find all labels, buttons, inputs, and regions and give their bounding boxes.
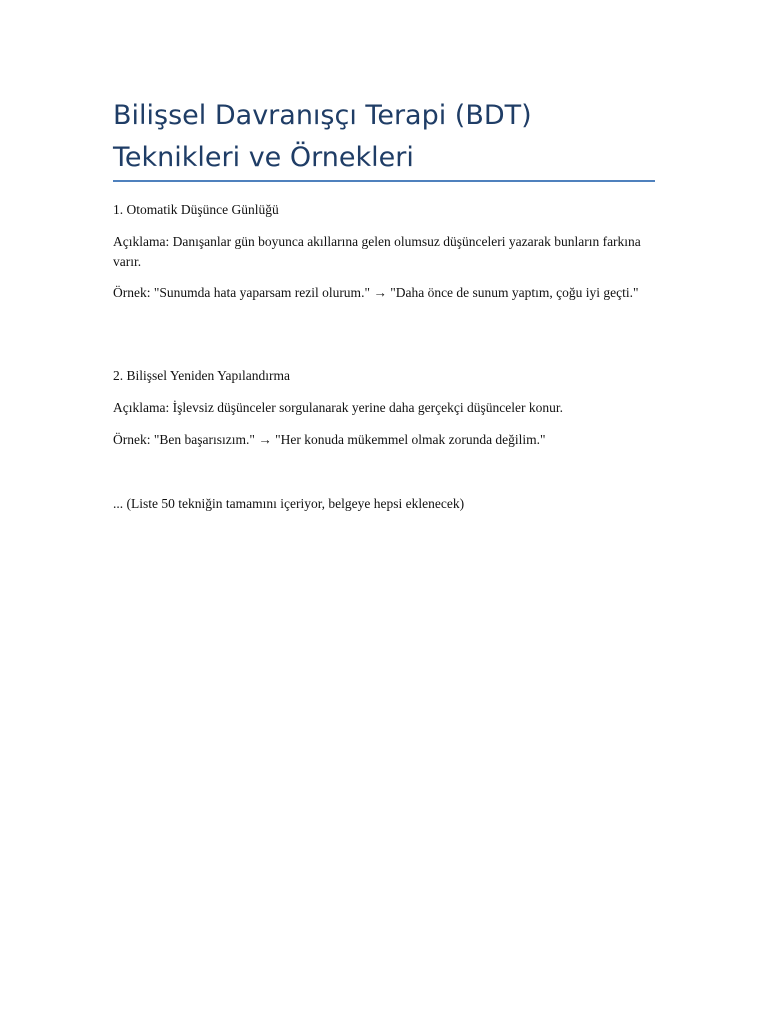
section-1-example: Örnek: "Sunumda hata yaparsam rezil olurum." → "Daha önce de sunum yaptım, çoğu iyi geçti." [113, 285, 639, 300]
section-1-description: Açıklama: Danışanlar gün boyunca akıllarına gelen olumsuz düşünceleri yazarak bunların farkına varır. [113, 234, 641, 269]
section-2-description: Açıklama: İşlevsiz düşünceler sorgulanarak yerine daha gerçekçi düşünceler konur. [113, 400, 563, 415]
title-underline [113, 180, 655, 182]
document-title [113, 95, 655, 179]
section-2-example: Örnek: "Ben başarısızım." → "Her konuda mükemmel olmak zorunda değilim." [113, 432, 546, 447]
title-line-2: Teknikleri ve Örnekleri [113, 142, 414, 173]
section-1-heading: 1. Otomatik Düşünce Günlüğü [113, 202, 279, 217]
title-line-1: Bilişsel Davranışçı Terapi (BDT) [113, 100, 532, 131]
footer-note: ... (Liste 50 tekniğin tamamını içeriyor, belgeye hepsi eklenecek) [113, 496, 465, 511]
section-2-heading: 2. Bilişsel Yeniden Yapılandırma [113, 368, 291, 383]
